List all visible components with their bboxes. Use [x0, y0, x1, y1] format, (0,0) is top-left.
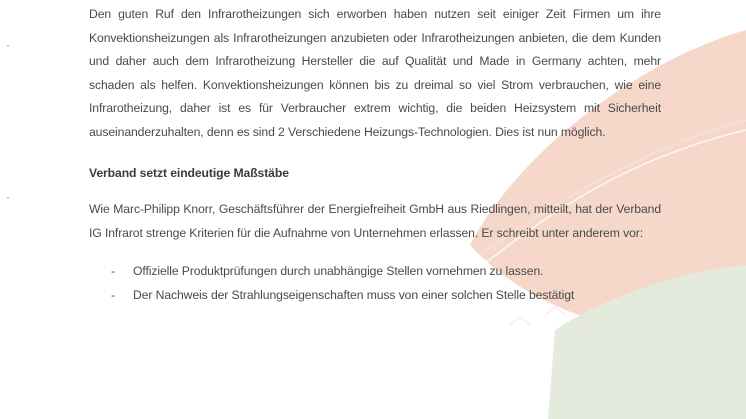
paragraph-intro: Den guten Ruf den Infrarotheizungen sich erworben haben nutzen seit einiger Zeit Firmen um ihre Konvektionsheizungen als Infrarotheizungen anzubieten oder Infrarotheizungen anbieten, die dem Kunden und daher auch dem Infrarotheizung Hersteller die auf Qualität und Made in Germany achten, mehr schaden als helfen. Konvektionsheizungen können bis zu dreimal so viel Strom verbrauchen, wie eine Infrarotheizung, daher ist es für Verbraucher extrem wichtig, die beiden Heizsystem mit Sicherheit auseinanderzuhalten, denn es sind 2 Verschiedene Heizungs-Technologien. Dies ist nun möglich. [89, 7, 661, 139]
list-item-text: Offizielle Produktprüfungen durch unabhängige Stellen vornehmen zu lassen. [133, 264, 544, 279]
paragraph-criteria: Wie Marc-Philipp Knorr, Geschäftsführer der Energiefreiheit GmbH aus Riedlingen, mitteilt, hat der Verband IG Infrarot strenge Kriterien für die Aufnahme von Unternehmen erlassen. Er schreibt unter anderem vor: [89, 202, 661, 240]
margin-marker [7, 45, 9, 47]
list-item-text: Der Nachweis der Strahlungseigenschaften muss von einer solchen Stelle bestätigt [133, 287, 575, 302]
section-heading: Verband setzt eindeutige Maßstäbe [89, 165, 289, 180]
list-item [89, 284, 661, 308]
document-body [89, 0, 661, 308]
bullet-dash: - [111, 264, 115, 279]
list-item [89, 260, 661, 284]
margin-marker [7, 197, 9, 199]
bullet-dash: - [111, 287, 115, 302]
criteria-list [89, 260, 661, 307]
